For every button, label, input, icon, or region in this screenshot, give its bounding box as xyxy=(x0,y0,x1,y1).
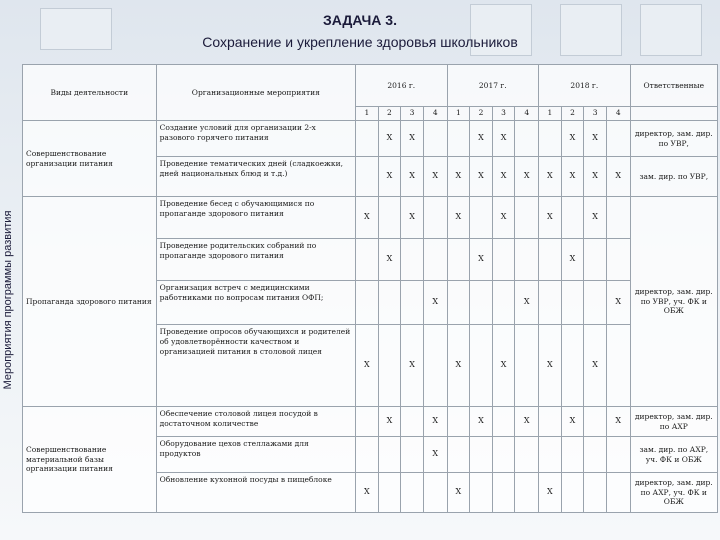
mark-cell: Х xyxy=(447,473,470,513)
mark-cell xyxy=(378,197,401,239)
responsible-cell: директор, зам. дир. по УВР, xyxy=(630,121,717,157)
mark-cell xyxy=(356,157,379,197)
mark-cell xyxy=(492,473,515,513)
mark-cell xyxy=(584,407,607,437)
quarter-label: 1 xyxy=(356,107,379,121)
mark-cell xyxy=(378,437,401,473)
mark-cell xyxy=(539,281,562,325)
mark-cell: Х xyxy=(606,281,630,325)
mark-cell xyxy=(356,437,379,473)
mark-cell: Х xyxy=(584,157,607,197)
measure-text: Проведение родительских собраний по пропаганде здорового питания xyxy=(156,239,355,281)
mark-cell: Х xyxy=(561,157,584,197)
mark-cell: Х xyxy=(423,407,447,437)
mark-cell xyxy=(606,239,630,281)
mark-cell: Х xyxy=(539,157,562,197)
mark-cell: Х xyxy=(584,197,607,239)
mark-cell: Х xyxy=(470,407,493,437)
mark-cell xyxy=(492,437,515,473)
responsible-cell: директор, зам. дир. по АХР, уч. ФК и ОБЖ xyxy=(630,473,717,513)
header-activity: Виды деятельности xyxy=(23,65,157,121)
mark-cell xyxy=(447,407,470,437)
mark-cell: Х xyxy=(356,325,379,407)
measure-text: Оборудование цехов стеллажами для продуктов xyxy=(156,437,355,473)
measure-text: Создание условий для организации 2-х разового горячего питания xyxy=(156,121,355,157)
mark-cell xyxy=(401,239,424,281)
measure-text: Проведение тематических дней (сладкоежки, дней национальных блюд и т.д.) xyxy=(156,157,355,197)
mark-cell xyxy=(356,281,379,325)
quarter-label: 1 xyxy=(447,107,470,121)
measure-text: Обеспечение столовой лицея посудой в достаточном количестве xyxy=(156,407,355,437)
mark-cell: Х xyxy=(423,281,447,325)
mark-cell xyxy=(401,473,424,513)
mark-cell: Х xyxy=(584,121,607,157)
mark-cell xyxy=(539,407,562,437)
mark-cell xyxy=(423,197,447,239)
quarter-label: 4 xyxy=(515,107,539,121)
mark-cell: Х xyxy=(401,121,424,157)
mark-cell: Х xyxy=(356,473,379,513)
header-blank xyxy=(630,107,717,121)
plan-table xyxy=(22,64,718,513)
responsible-cell: зам. дир. по АХР, уч. ФК и ОБЖ xyxy=(630,437,717,473)
mark-cell: Х xyxy=(378,121,401,157)
mark-cell xyxy=(561,473,584,513)
mark-cell xyxy=(561,281,584,325)
quarter-label: 4 xyxy=(423,107,447,121)
mark-cell: Х xyxy=(561,239,584,281)
mark-cell xyxy=(539,121,562,157)
responsible-cell: директор, зам. дир. по АХР xyxy=(630,407,717,437)
mark-cell: Х xyxy=(539,325,562,407)
mark-cell: Х xyxy=(515,157,539,197)
slide-title: ЗАДАЧА 3. xyxy=(323,12,397,28)
mark-cell xyxy=(423,121,447,157)
mark-cell: Х xyxy=(492,197,515,239)
mark-cell: Х xyxy=(423,157,447,197)
mark-cell: Х xyxy=(539,197,562,239)
mark-cell: Х xyxy=(561,121,584,157)
mark-cell: Х xyxy=(470,121,493,157)
mark-cell xyxy=(584,281,607,325)
slide-subtitle: Сохранение и укрепление здоровья школьников xyxy=(202,34,518,50)
mark-cell xyxy=(401,281,424,325)
mark-cell: Х xyxy=(401,197,424,239)
mark-cell xyxy=(356,407,379,437)
mark-cell xyxy=(423,473,447,513)
mark-cell: Х xyxy=(515,281,539,325)
mark-cell: Х xyxy=(584,325,607,407)
mark-cell xyxy=(447,281,470,325)
mark-cell xyxy=(447,437,470,473)
mark-cell xyxy=(356,121,379,157)
table-row xyxy=(23,407,718,437)
quarter-label: 3 xyxy=(584,107,607,121)
measure-text: Проведение опросов обучающихся и родителей об удовлетворённости качеством и организацией питания в столовой лицея xyxy=(156,325,355,407)
mark-cell xyxy=(606,121,630,157)
header-row xyxy=(23,65,718,107)
mark-cell xyxy=(356,239,379,281)
mark-cell xyxy=(606,325,630,407)
mark-cell xyxy=(470,437,493,473)
mark-cell xyxy=(378,281,401,325)
mark-cell: Х xyxy=(356,197,379,239)
mark-cell xyxy=(470,281,493,325)
mark-cell: Х xyxy=(492,325,515,407)
mark-cell xyxy=(606,473,630,513)
mark-cell xyxy=(470,197,493,239)
measure-text: Организация встреч с медицинскими работниками по вопросам питания ОФП; xyxy=(156,281,355,325)
activity-group: Совершенствование организации питания xyxy=(23,121,157,197)
mark-cell xyxy=(378,473,401,513)
mark-cell: Х xyxy=(606,407,630,437)
mark-cell: Х xyxy=(401,325,424,407)
header-year: 2018 г. xyxy=(539,65,631,107)
mark-cell xyxy=(447,239,470,281)
quarter-label: 3 xyxy=(492,107,515,121)
header-responsible: Ответственные xyxy=(630,65,717,107)
mark-cell xyxy=(606,197,630,239)
mark-cell xyxy=(470,473,493,513)
mark-cell xyxy=(423,325,447,407)
mark-cell: Х xyxy=(515,407,539,437)
responsible-cell: зам. дир. по УВР, xyxy=(630,157,717,197)
mark-cell: Х xyxy=(470,239,493,281)
activity-group: Пропаганда здорового питания xyxy=(23,197,157,407)
mark-cell: Х xyxy=(492,157,515,197)
mark-cell xyxy=(401,407,424,437)
mark-cell: Х xyxy=(606,157,630,197)
mark-cell xyxy=(515,325,539,407)
mark-cell: Х xyxy=(378,239,401,281)
table-row xyxy=(23,121,718,157)
mark-cell xyxy=(447,121,470,157)
quarter-label: 1 xyxy=(539,107,562,121)
header-year: 2016 г. xyxy=(356,65,448,107)
quarter-label: 2 xyxy=(378,107,401,121)
mark-cell xyxy=(492,239,515,281)
mark-cell xyxy=(561,325,584,407)
measure-text: Проведение бесед с обучающимися по пропаганде здорового питания xyxy=(156,197,355,239)
mark-cell xyxy=(515,239,539,281)
mark-cell: Х xyxy=(378,157,401,197)
mark-cell: Х xyxy=(447,197,470,239)
mark-cell xyxy=(378,325,401,407)
measure-text: Обновление кухонной посуды в пищеблоке xyxy=(156,473,355,513)
mark-cell: Х xyxy=(470,157,493,197)
header-measures: Организационные мероприятия xyxy=(156,65,355,121)
mark-cell: Х xyxy=(447,157,470,197)
mark-cell xyxy=(584,437,607,473)
mark-cell: Х xyxy=(492,121,515,157)
header-year: 2017 г. xyxy=(447,65,539,107)
mark-cell: Х xyxy=(447,325,470,407)
mark-cell: Х xyxy=(401,157,424,197)
side-label-text: Мероприятия программы развития xyxy=(2,210,14,390)
mark-cell xyxy=(401,437,424,473)
quarter-label: 2 xyxy=(470,107,493,121)
mark-cell xyxy=(515,121,539,157)
mark-cell xyxy=(606,437,630,473)
mark-cell: Х xyxy=(378,407,401,437)
mark-cell xyxy=(561,197,584,239)
quarter-label: 3 xyxy=(401,107,424,121)
mark-cell: Х xyxy=(539,473,562,513)
mark-cell xyxy=(539,437,562,473)
quarter-label: 2 xyxy=(561,107,584,121)
mark-cell xyxy=(515,437,539,473)
mark-cell xyxy=(539,239,562,281)
mark-cell xyxy=(584,239,607,281)
mark-cell: Х xyxy=(423,437,447,473)
table-row xyxy=(23,197,718,239)
side-label xyxy=(0,62,17,538)
responsible-cell: директор, зам. дир. по УВР, уч. ФК и ОБЖ xyxy=(630,197,717,407)
mark-cell xyxy=(470,325,493,407)
mark-cell xyxy=(515,197,539,239)
mark-cell: Х xyxy=(561,407,584,437)
mark-cell xyxy=(561,437,584,473)
activity-group: Совершенствование материальной базы организации питания xyxy=(23,407,157,513)
mark-cell xyxy=(492,407,515,437)
mark-cell xyxy=(584,473,607,513)
mark-cell xyxy=(515,473,539,513)
quarter-label: 4 xyxy=(606,107,630,121)
mark-cell xyxy=(423,239,447,281)
mark-cell xyxy=(492,281,515,325)
